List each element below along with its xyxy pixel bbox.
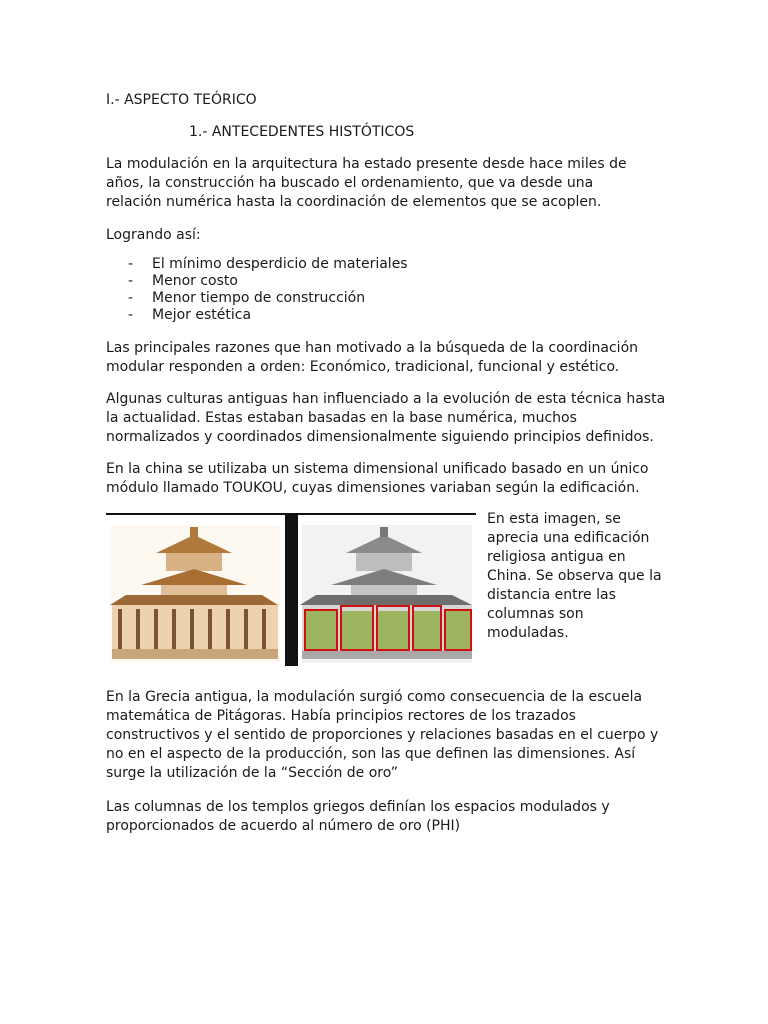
bullet-dash: - bbox=[128, 256, 134, 272]
paragraph-intro: La modulación en la arquitectura ha estado presente desde hace miles de años, la construcción ha buscado el ordenamiento, que va desde una relación numérica hasta la coordinación de elementos que se acoplen. bbox=[106, 156, 627, 210]
bullet-dash: - bbox=[128, 307, 134, 323]
paragraph-reasons: Las principales razones que han motivado a la búsqueda de la coordinación modular responden a orden: Económico, tradicional, funcional y estético. bbox=[106, 340, 639, 375]
paragraph-greek-columns: Las columnas de los templos griegos definían los espacios modulados y proporcionados de acuerdo al número de oro (PHI) bbox=[106, 799, 610, 834]
list-item-text: Mejor estética bbox=[152, 307, 252, 323]
paragraph-lead-in: Logrando así: bbox=[106, 227, 201, 243]
bullet-dash: - bbox=[128, 290, 134, 306]
image-divider bbox=[285, 513, 298, 666]
paragraph-greece: En la Grecia antigua, la modulación surgió como consecuencia de la escuela matemática de Pitágoras. Había principios rectores de los trazados constructivos y el sentido de proporciones y relaciones basadas en el cuerpo y no en el aspecto de la producción, son las que definen las dimensiones. Así surge la utilización de la “Sección de oro” bbox=[106, 689, 659, 781]
temple-illustration bbox=[106, 513, 476, 666]
figure-caption: En esta imagen, se aprecia una edificación religiosa antigua en China. Se observa que la distancia entre las columnas son moduladas. bbox=[487, 511, 662, 641]
list-item-text: Menor costo bbox=[152, 273, 238, 289]
benefits-list bbox=[106, 256, 408, 324]
subsection-heading: 1.- ANTECEDENTES HISTÓTICOS bbox=[189, 124, 415, 140]
list-item-text: Menor tiempo de construcción bbox=[152, 290, 366, 306]
bullet-dash: - bbox=[128, 273, 134, 289]
chinese-temple-figure bbox=[106, 513, 476, 666]
paragraph-china: En la china se utilizaba un sistema dimensional unificado basado en un único módulo llamado TOUKOU, cuyas dimensiones variaban según la edificación. bbox=[106, 461, 649, 496]
section-heading: I.- ASPECTO TEÓRICO bbox=[106, 92, 257, 108]
temple-color-image bbox=[110, 525, 280, 663]
list-item bbox=[106, 307, 408, 324]
list-item-text: El mínimo desperdicio de materiales bbox=[152, 256, 408, 272]
list-item bbox=[106, 256, 408, 273]
temple-highlighted-image bbox=[300, 525, 472, 663]
list-item bbox=[106, 290, 408, 307]
paragraph-ancient-cultures: Algunas culturas antiguas han influenciado a la evolución de esta técnica hasta la actualidad. Estas estaban basadas en la base numérica, muchos normalizados y coordinados dimensionalmente siguiendo principios definidos. bbox=[106, 391, 666, 445]
list-item bbox=[106, 273, 408, 290]
